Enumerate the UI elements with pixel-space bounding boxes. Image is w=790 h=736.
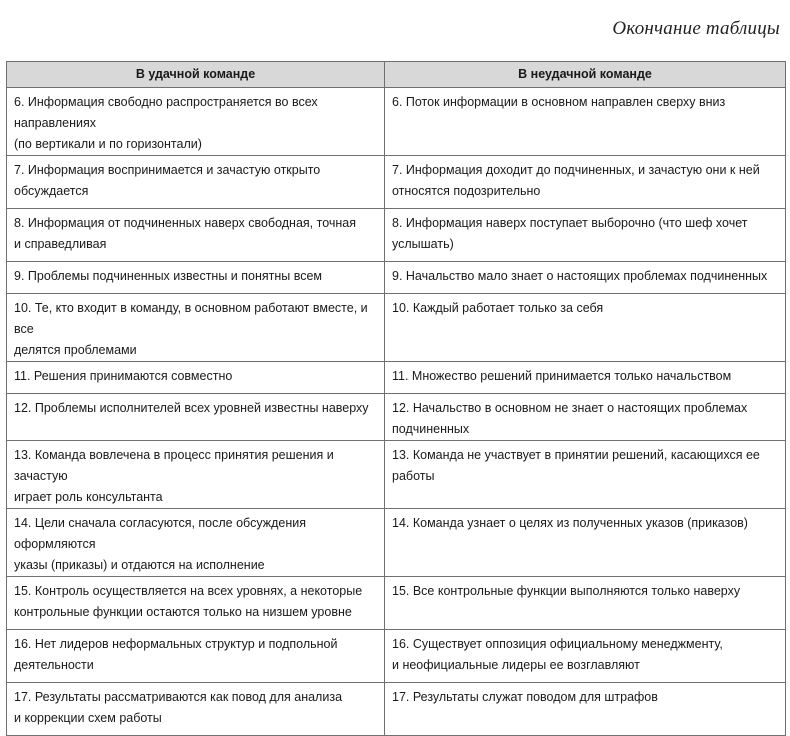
cell-unsuccessful: 13. Команда не участвует в принятии решений, касающихся ее работы: [385, 441, 786, 509]
cell-unsuccessful: 16. Существует оппозиция официальному менеджменту, и неофициальные лидеры ее возглавляют: [385, 630, 786, 683]
cell-successful: 11. Решения принимаются совместно: [7, 362, 385, 394]
header-successful-team: В удачной команде: [7, 62, 385, 88]
table-row: [7, 156, 786, 209]
table-row: [7, 88, 786, 156]
cell-successful: 17. Результаты рассматриваются как повод для анализа и коррекции схем работы: [7, 683, 385, 736]
cell-successful: 12. Проблемы исполнителей всех уровней известны наверху: [7, 394, 385, 441]
table-row: [7, 262, 786, 294]
cell-successful: 13. Команда вовлечена в процесс принятия решения и зачастую играет роль консультанта: [7, 441, 385, 509]
table-row: [7, 362, 786, 394]
cell-successful: 10. Те, кто входит в команду, в основном работают вместе, и все делятся проблемами: [7, 294, 385, 362]
cell-unsuccessful: 15. Все контрольные функции выполняются только наверху: [385, 577, 786, 630]
table-row: [7, 441, 786, 509]
table-row: [7, 630, 786, 683]
cell-unsuccessful: 11. Множество решений принимается только начальством: [385, 362, 786, 394]
cell-unsuccessful: 9. Начальство мало знает о настоящих проблемах подчиненных: [385, 262, 786, 294]
table-continuation-caption: Окончание таблицы: [612, 18, 780, 39]
cell-unsuccessful: 6. Поток информации в основном направлен сверху вниз: [385, 88, 786, 156]
table-header-row: [7, 62, 786, 88]
cell-successful: 16. Нет лидеров неформальных структур и подпольной деятельности: [7, 630, 385, 683]
table-row: [7, 577, 786, 630]
table-row: [7, 209, 786, 262]
cell-successful: 9. Проблемы подчиненных известны и понятны всем: [7, 262, 385, 294]
cell-unsuccessful: 7. Информация доходит до подчиненных, и зачастую они к ней относятся подозрительно: [385, 156, 786, 209]
table-row: [7, 509, 786, 577]
table-row: [7, 294, 786, 362]
cell-unsuccessful: 17. Результаты служат поводом для штрафов: [385, 683, 786, 736]
cell-successful: 8. Информация от подчиненных наверх свободная, точная и справедливая: [7, 209, 385, 262]
cell-successful: 15. Контроль осуществляется на всех уровнях, а некоторые контрольные функции остаются только на низшем уровне: [7, 577, 385, 630]
cell-unsuccessful: 10. Каждый работает только за себя: [385, 294, 786, 362]
cell-successful: 7. Информация воспринимается и зачастую открыто обсуждается: [7, 156, 385, 209]
cell-successful: 14. Цели сначала согласуются, после обсуждения оформляются указы (приказы) и отдаются на исполнение: [7, 509, 385, 577]
cell-successful: 6. Информация свободно распространяется во всех направлениях (по вертикали и по горизонтали): [7, 88, 385, 156]
table-row: [7, 394, 786, 441]
team-comparison-table: [6, 61, 786, 736]
header-unsuccessful-team: В неудачной команде: [385, 62, 786, 88]
cell-unsuccessful: 8. Информация наверх поступает выборочно (что шеф хочет услышать): [385, 209, 786, 262]
cell-unsuccessful: 12. Начальство в основном не знает о настоящих проблемах подчиненных: [385, 394, 786, 441]
cell-unsuccessful: 14. Команда узнает о целях из полученных указов (приказов): [385, 509, 786, 577]
table-row: [7, 683, 786, 736]
